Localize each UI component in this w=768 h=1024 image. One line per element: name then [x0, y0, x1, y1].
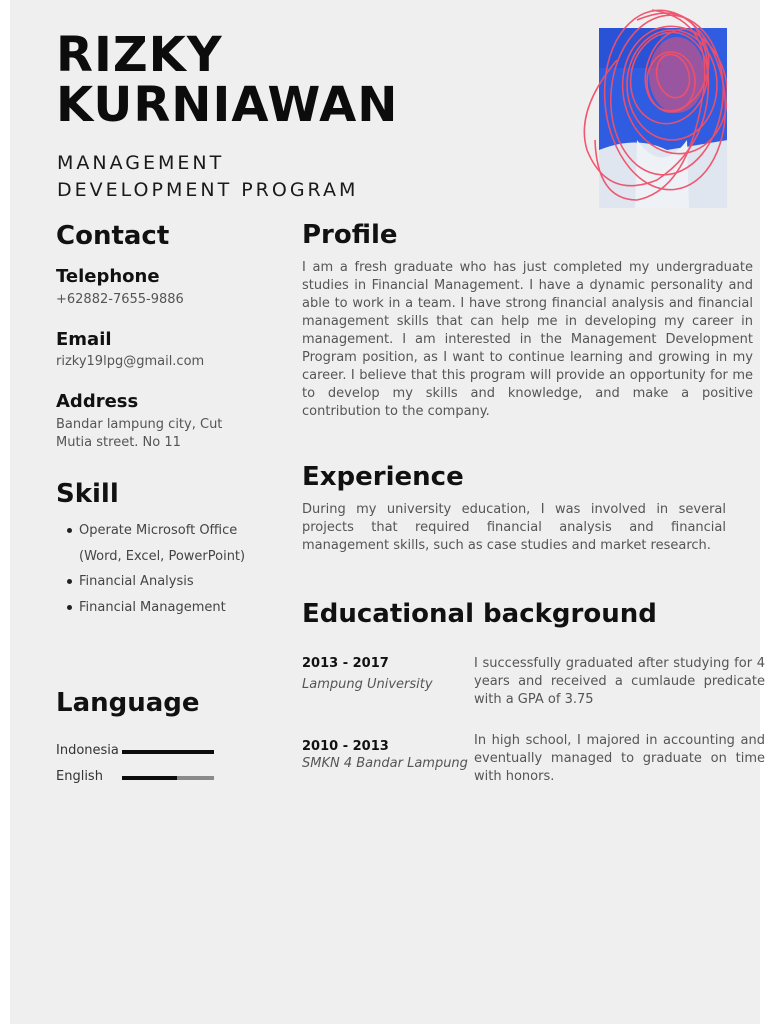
- candidate-name: [56, 27, 399, 133]
- skill-item-continuation: (Word, Excel, PowerPoint): [79, 548, 246, 564]
- skill-heading: Skill: [56, 479, 119, 509]
- language-item-indonesia: [56, 742, 226, 760]
- education-school: SMKN 4 Bandar Lampung: [302, 756, 468, 771]
- name-line-2: KURNIAWAN: [56, 77, 399, 133]
- profile-heading: Profile: [302, 220, 398, 250]
- telephone-value[interactable]: +62882-7655-9886: [56, 292, 184, 307]
- education-description: In high school, I majored in accounting and eventually managed to graduate on time with honors.: [474, 733, 765, 784]
- language-level-bar: [122, 750, 214, 754]
- contact-heading: Contact: [56, 221, 170, 251]
- experience-heading: Experience: [302, 462, 464, 492]
- education-years: 2010 - 2013: [302, 739, 389, 754]
- education-heading: Educational background: [302, 599, 657, 629]
- experience-text: During my university education, I was involved in several projects that required financial analysis and financial management skills, such as case studies and market research.: [302, 502, 726, 553]
- language-heading: Language: [56, 688, 200, 718]
- address-line-2: Mutia street. No 11: [56, 435, 181, 450]
- education-school: Lampung University: [302, 677, 433, 692]
- language-level-fill: [122, 750, 214, 754]
- email-label: Email: [56, 329, 112, 350]
- name-line-1: RIZKY: [56, 27, 223, 83]
- resume-page: [10, 0, 765, 1024]
- address-label: Address: [56, 391, 139, 412]
- education-entry-1-meta: [302, 655, 462, 693]
- telephone-label: Telephone: [56, 266, 160, 287]
- skill-item: Financial Analysis: [64, 569, 264, 595]
- education-description: I successfully graduated after studying for 4 years and received a cumlaude predicate with a GPA of 3.75: [474, 656, 765, 707]
- language-level-bar: [122, 776, 214, 780]
- address-line-1: Bandar lampung city, Cut: [56, 417, 223, 432]
- job-title: [57, 150, 358, 204]
- job-title-line-2: DEVELOPMENT PROGRAM: [57, 179, 359, 201]
- language-name: Indonesia: [56, 743, 119, 758]
- profile-photo: [599, 28, 728, 208]
- skill-item: Financial Management: [64, 595, 264, 621]
- scribble-dense: [649, 37, 705, 113]
- profile-text: I am a fresh graduate who has just completed my undergraduate studies in Financial Management. I have a dynamic personality and able to work in a team. I have strong financial analysis and financial management skills that can help me in developing my career in management. I am interested in the Management Development Program position, as I want to continue learning and growing in my career. I believe that this program will provide an opportunity for me to develop my skills and knowledge, and make a positive contribution to the company.: [302, 260, 753, 419]
- job-title-line-1: MANAGEMENT: [57, 152, 225, 174]
- education-years: 2013 - 2017: [302, 656, 389, 671]
- skill-item: Operate Microsoft Office: [64, 518, 264, 544]
- language-name: English: [56, 769, 103, 784]
- email-value[interactable]: rizky19lpg@gmail.com: [56, 354, 205, 369]
- education-entry-2-meta: [302, 738, 472, 772]
- skill-list: [64, 518, 264, 620]
- language-item-english: [56, 768, 226, 786]
- language-level-fill: [122, 776, 177, 780]
- address-value: [56, 416, 222, 452]
- photo-svg: [577, 0, 727, 225]
